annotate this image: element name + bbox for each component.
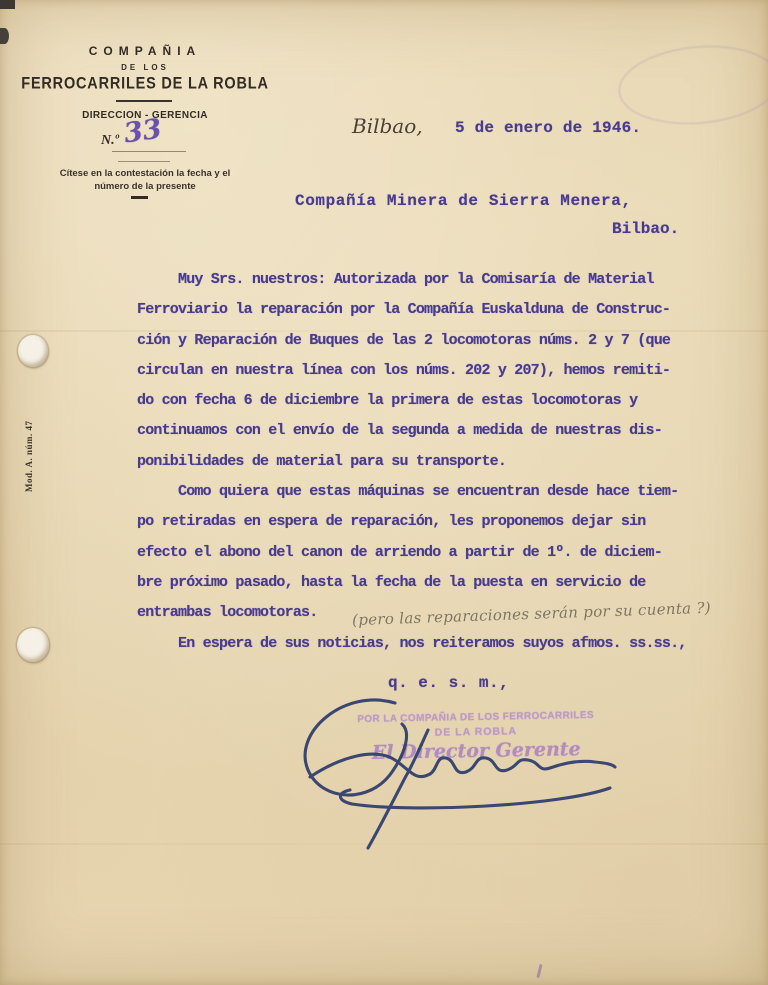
document-number-handwritten: 33 <box>122 113 164 150</box>
recipient-city: Bilbao. <box>612 220 680 238</box>
letterhead <box>0 0 290 210</box>
body-line: continuamos con el envío de la segunda a medida de nuestras dis- <box>137 422 662 440</box>
body-line: En espera de sus noticias, nos reiteramos suyos afmos. ss.ss., <box>178 634 687 652</box>
reference-note-line1: Cítese en la contestación la fecha y el <box>59 168 231 179</box>
reference-note-line2: número de la presente <box>94 181 196 192</box>
number-underline <box>118 161 170 162</box>
handwritten-signature <box>280 692 630 852</box>
body-line: ción y Reparación de Buques de las 2 locomotoras núms. 2 y 7 (que <box>137 331 671 349</box>
form-reference-vertical: Mod. A. núm. 47 <box>24 420 34 492</box>
stamp-title-script: El Director Gerente <box>371 738 581 764</box>
dateline-date: 5 de enero de 1946. <box>455 119 642 137</box>
company-name-line2: DE LOS <box>121 63 169 72</box>
valediction: q. e. s. m., <box>388 674 510 692</box>
body-line: circulan en nuestra línea con los núms. 202 y 207), hemos remiti- <box>137 361 671 379</box>
recipient-name: Compañía Minera de Sierra Menera, <box>295 192 632 210</box>
body-line: Como quiera que estas máquinas se encuentran desde hace tiem- <box>178 483 679 501</box>
faint-stamp-mark <box>615 39 768 131</box>
body-line: ponibilidades de material para su transporte. <box>137 452 507 470</box>
pencil-annotation: (pero las reparaciones serán por su cuenta ?) <box>351 598 712 630</box>
punch-hole <box>18 335 48 367</box>
dateline-place: Bilbao, <box>352 114 423 138</box>
number-underline <box>112 151 186 152</box>
stamp-line2: DE LA ROBLA <box>434 725 518 739</box>
body-line: Ferroviario la reparación por la Compañía Euskalduna de Construc- <box>137 301 671 319</box>
letterhead-dash <box>131 196 148 199</box>
body-line: bre próximo pasado, hasta la fecha de la puesta en servicio de <box>137 573 646 591</box>
body-line: po retiradas en espera de reparación, les proponemos dejar sin <box>137 513 646 531</box>
company-name-line1: COMPAÑIA <box>88 44 202 58</box>
document-number-label: N.º <box>101 133 119 148</box>
punch-hole <box>17 628 49 662</box>
body-line: Muy Srs. nuestros: Autorizada por la Comisaría de Material <box>178 271 654 288</box>
stamp-line1: POR LA COMPAÑIA DE LOS FERROCARRILES <box>357 709 595 726</box>
body-line: efecto el abono del canon de arriendo a partir de 1º. de diciem- <box>137 543 662 561</box>
body-line: entrambas locomotoras. <box>137 604 318 622</box>
body-line: do con fecha 6 de diciembre la primera de estas locomotoras y <box>137 392 638 410</box>
ink-speck <box>536 964 542 978</box>
letterhead-rule <box>116 100 172 102</box>
company-name-line3: FERROCARRILES DE LA ROBLA <box>21 75 269 93</box>
department-line: DIRECCION - GERENCIA <box>82 110 208 121</box>
